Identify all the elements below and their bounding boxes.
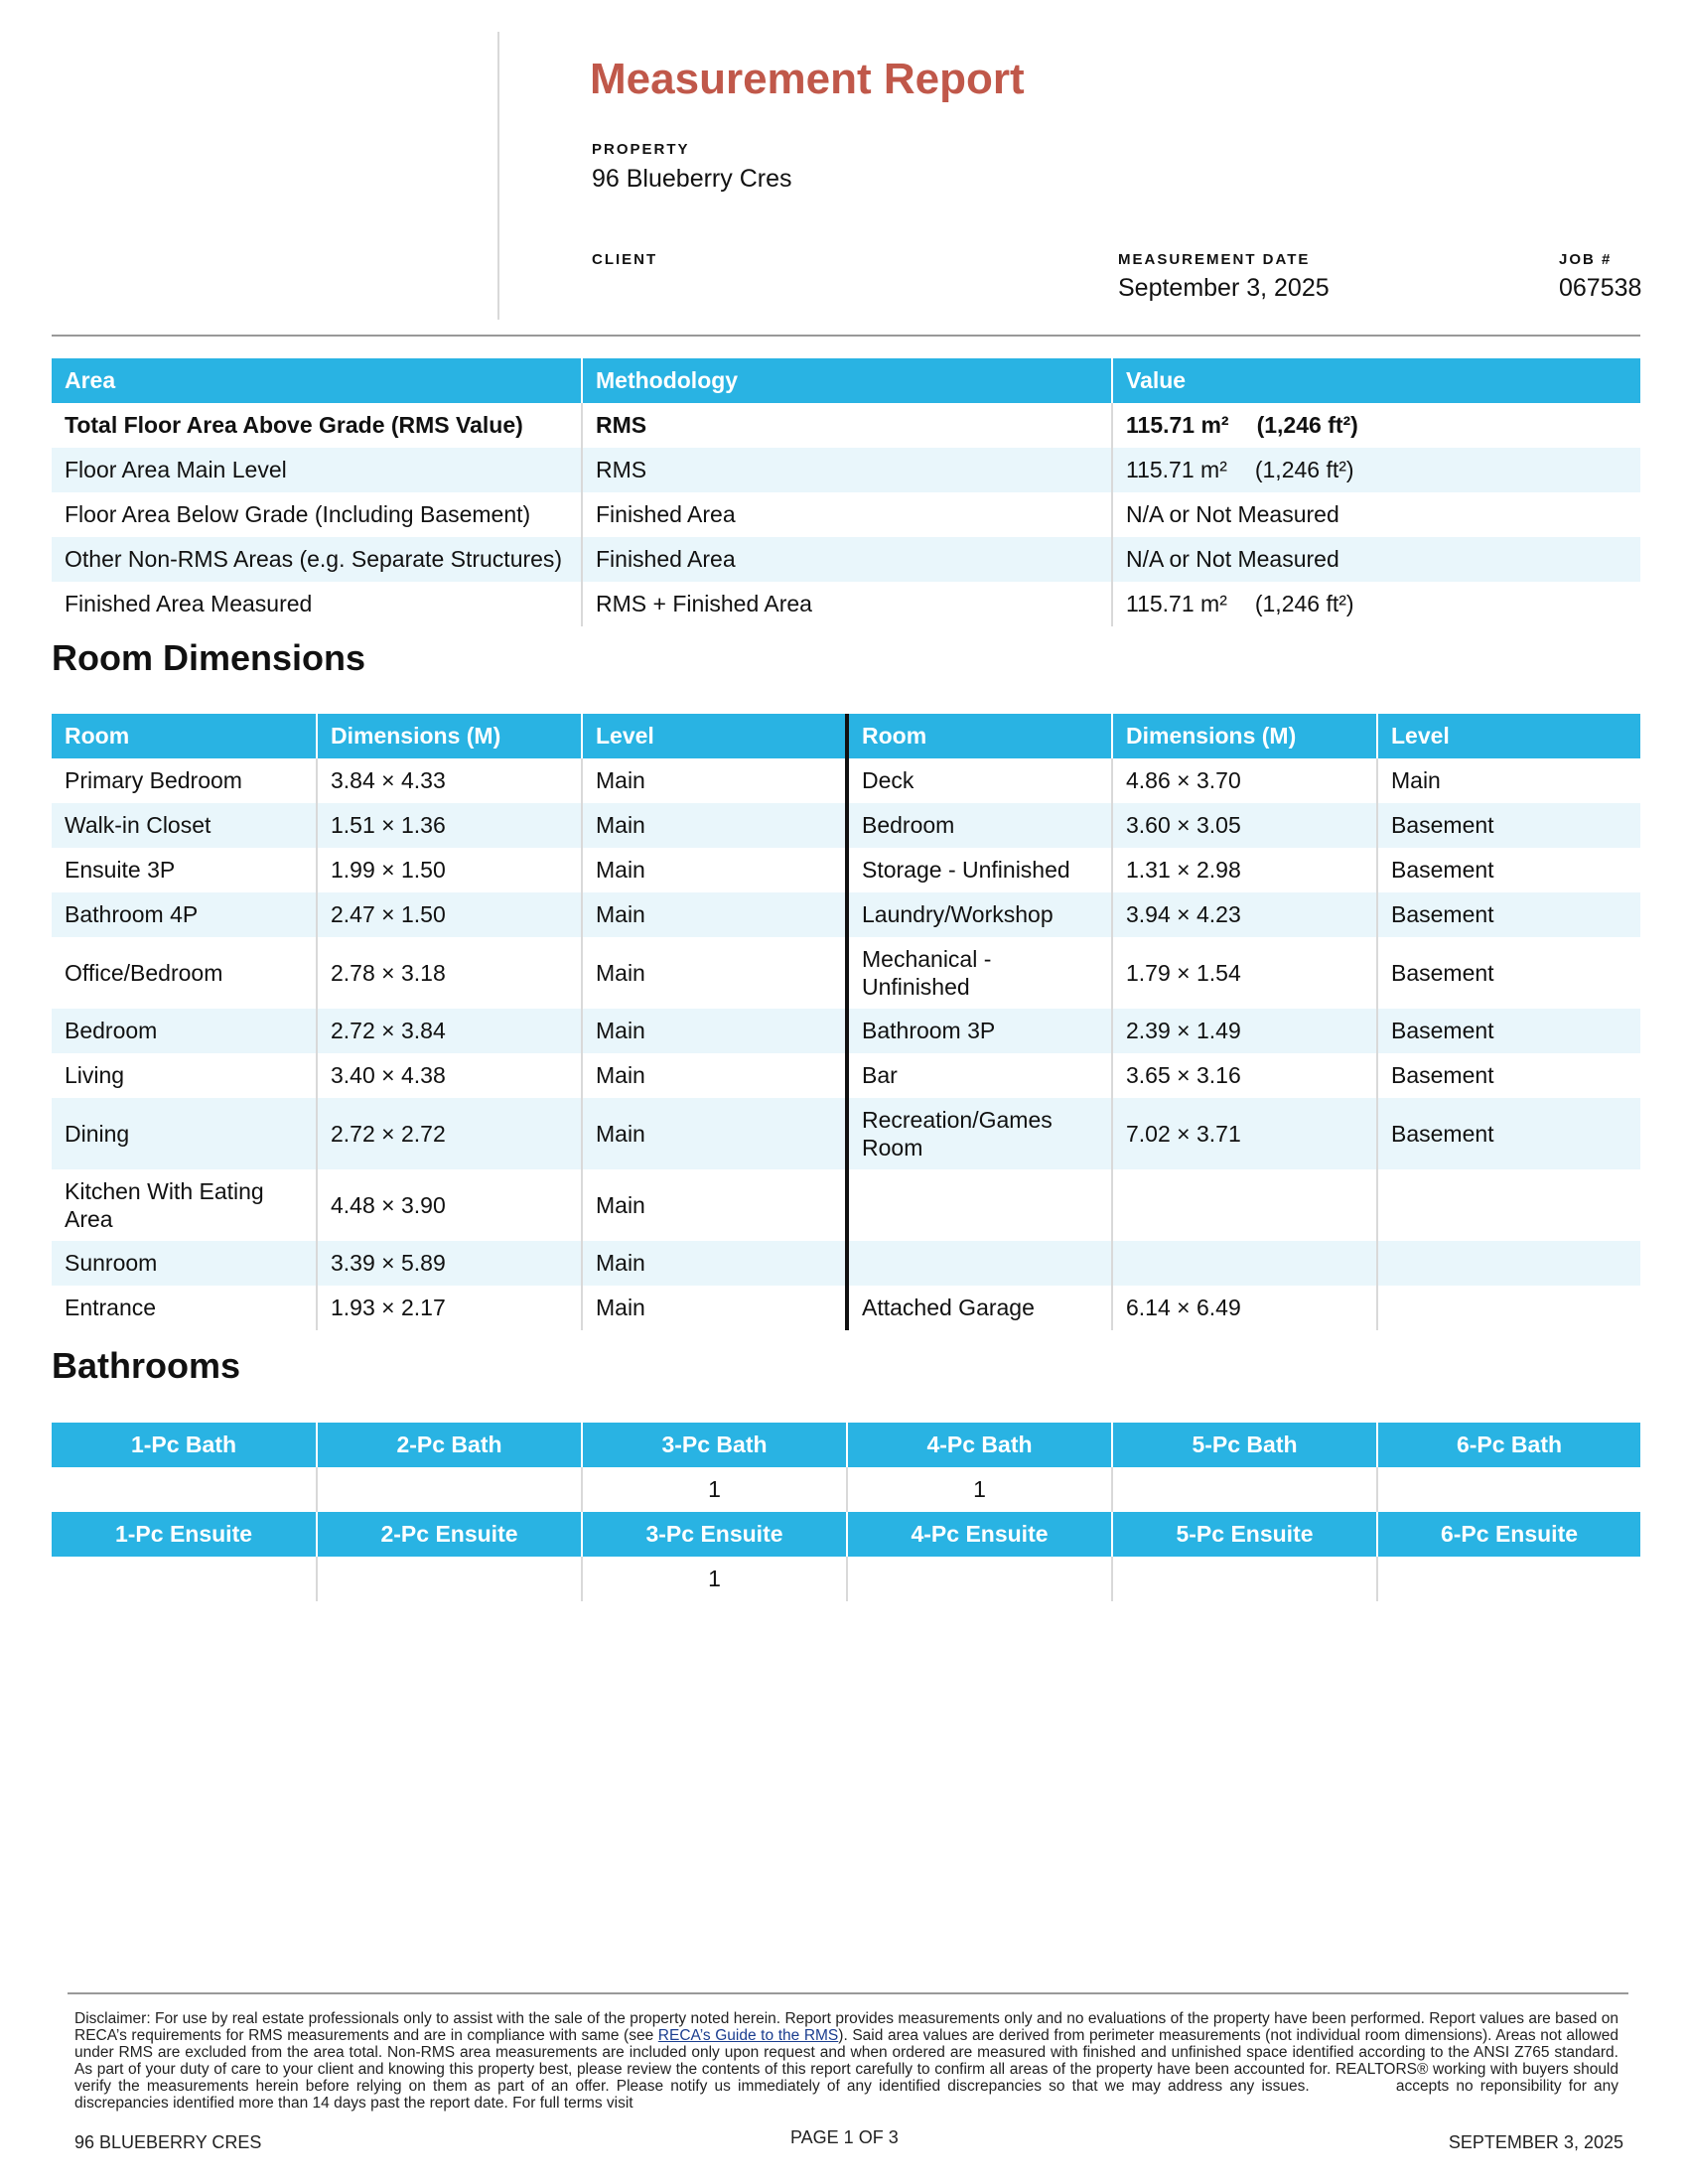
column-header: Dimensions (M) [1112, 714, 1377, 758]
room-cell: Primary Bedroom [65, 767, 242, 793]
ensuite-count: 1 [582, 1557, 847, 1601]
property-value: 96 Blueberry Cres [592, 165, 792, 193]
column-header: Room [847, 714, 1112, 758]
column-header: 3-Pc Bath [582, 1423, 847, 1467]
column-header: 5-Pc Bath [1112, 1423, 1377, 1467]
level-cell: Main [582, 1286, 847, 1330]
area-table [52, 358, 1640, 626]
dimensions-cell: 1.51 × 1.36 [317, 803, 582, 848]
dimensions-cell: 1.93 × 2.17 [317, 1286, 582, 1330]
column-header: Level [582, 714, 847, 758]
column-header: Room [52, 714, 317, 758]
bathrooms-title: Bathrooms [52, 1345, 241, 1386]
measurement-date-value: September 3, 2025 [1118, 274, 1330, 302]
ensuite-count [317, 1557, 582, 1601]
room-cell: Recreation/Games Room [847, 1098, 1112, 1169]
room-cell: Walk-in Closet [52, 803, 317, 848]
imperial-value: (1,246 ft²) [1256, 412, 1358, 438]
dimensions-cell: 3.65 × 3.16 [1112, 1053, 1377, 1098]
level-cell: Basement [1377, 848, 1640, 892]
disclaimer [74, 2010, 1618, 2112]
job-number-value: 067538 [1559, 274, 1642, 302]
column-header: Area [52, 358, 582, 403]
level-cell [1377, 1169, 1640, 1241]
header-divider [497, 32, 499, 320]
dimensions-cell: 6.14 × 6.49 [1112, 1286, 1377, 1330]
room-cell: Dining [52, 1098, 317, 1169]
room-cell: Bedroom [52, 1009, 317, 1053]
level-cell [1377, 1286, 1640, 1330]
level-cell: Main [582, 1169, 847, 1241]
disclaimer-text: Disclaimer: For use by real estate professionals only to assist with the sale of the property noted herein. Report provides measurements only and no evaluations of the property have been performed. Report values are based on RECA’s requirements for RMS measurements and are in compliance with same (see [74, 2010, 1618, 2044]
room-cell: Bathroom 3P [847, 1009, 1112, 1053]
bath-count [1112, 1467, 1377, 1512]
bath-count [1377, 1467, 1640, 1512]
bath-count: 1 [847, 1467, 1112, 1512]
table-row [52, 537, 1640, 582]
dimensions-cell: 2.78 × 3.18 [317, 937, 582, 1009]
table-row [52, 403, 1640, 448]
dimensions-cell [1112, 1169, 1377, 1241]
ensuite-count [1377, 1557, 1640, 1601]
column-header: Value [1112, 358, 1640, 403]
metric-value: 115.71 m² [1126, 591, 1227, 616]
room-cell: Bathroom 4P [52, 892, 317, 937]
metric-value: 115.71 m² [1126, 457, 1227, 482]
dimensions-cell: 2.39 × 1.49 [1112, 1009, 1377, 1053]
disclaimer-text-end: accepts no reponsibility for any discrepancies identified more than 14 days past the report date. For full terms visit [74, 2078, 1619, 2112]
room-cell: Attached Garage [847, 1286, 1112, 1330]
bath-header-row [52, 1423, 1640, 1467]
header-rule [52, 335, 1640, 337]
dimensions-cell: 2.47 × 1.50 [317, 892, 582, 937]
column-header: Dimensions (M) [317, 714, 582, 758]
level-cell: Main [582, 803, 847, 848]
method-cell: RMS [582, 403, 1112, 448]
dimensions-cell: 3.60 × 3.05 [1112, 803, 1377, 848]
level-cell: Main [582, 1053, 847, 1098]
dimensions-cell: 3.84 × 4.33 [317, 758, 582, 803]
area-cell: Floor Area Main Level [52, 448, 582, 492]
area-cell: Finished Area Measured [65, 591, 313, 616]
value-cell [1112, 492, 1640, 537]
disclaimer-text-cont: ). Said area values are derived from perimeter measurements (not individual room dimensions). Areas not allowed under RMS are excluded from the area total. Non-RMS area measurements are included only upon request and when ordered are measured with finished and unfinished space identified according to the ANSI Z765 standard. As part of your duty of care to your client and knowing this property best, please review the contents of this report carefully to confirm all areas of the property have been accounted for. REALTORS® working with buyers should verify the measurements herein before relying on them as part of an offer. Please notify us immediately of any identified discrepancies so that we may address any issues. [74, 2027, 1618, 2095]
column-header: 2-Pc Ensuite [317, 1512, 582, 1557]
level-cell: Main [582, 937, 847, 1009]
table-row [52, 848, 1640, 892]
method-cell: RMS + Finished Area [582, 582, 1112, 626]
table-row [52, 892, 1640, 937]
footer-page-number: PAGE 1 OF 3 [790, 2127, 899, 2147]
room-cell: Ensuite 3P [65, 857, 176, 883]
bath-count [52, 1467, 317, 1512]
level-cell: Basement [1377, 1098, 1640, 1169]
value-cell [1112, 403, 1640, 448]
area-cell: Floor Area Below Grade (Including Basement) [65, 501, 531, 527]
table-row [52, 448, 1640, 492]
metric-value: 115.71 m² [1126, 412, 1229, 438]
room-cell: Kitchen With Eating Area [65, 1178, 264, 1232]
table-row [52, 937, 1640, 1009]
room-dimensions-title: Room Dimensions [52, 637, 366, 678]
method-cell: RMS [582, 448, 1112, 492]
room-table-header [52, 714, 1640, 758]
column-header: 6-Pc Ensuite [1377, 1512, 1640, 1557]
client-label: CLIENT [592, 251, 658, 268]
level-cell: Basement [1377, 937, 1640, 1009]
area-cell: Total Floor Area Above Grade (RMS Value) [65, 412, 523, 438]
dimensions-cell: 2.72 × 3.84 [317, 1009, 582, 1053]
metric-value: N/A or Not Measured [1126, 501, 1339, 527]
room-cell [847, 1169, 1112, 1241]
level-cell: Basement [1377, 1053, 1640, 1098]
room-cell: Sunroom [52, 1241, 317, 1286]
bath-count [317, 1467, 582, 1512]
dimensions-cell: 1.31 × 2.98 [1112, 848, 1377, 892]
column-header: 1-Pc Ensuite [52, 1512, 317, 1557]
dimensions-cell: 3.94 × 4.23 [1112, 892, 1377, 937]
measurement-date-label: MEASUREMENT DATE [1118, 251, 1311, 268]
column-header: Level [1377, 714, 1640, 758]
column-header: 2-Pc Bath [317, 1423, 582, 1467]
bathrooms-table [52, 1423, 1640, 1601]
table-row [52, 1053, 1640, 1098]
footer-address: 96 BLUEBERRY CRES [74, 2132, 262, 2152]
area-cell: Other Non-RMS Areas (e.g. Separate Structures) [52, 537, 582, 582]
column-header: 6-Pc Bath [1377, 1423, 1640, 1467]
table-row [52, 492, 1640, 537]
method-cell: Finished Area [582, 537, 1112, 582]
room-cell: Living [65, 1062, 125, 1088]
value-cell [1112, 537, 1640, 582]
dimensions-cell: 4.48 × 3.90 [317, 1169, 582, 1241]
column-header: 5-Pc Ensuite [1112, 1512, 1377, 1557]
level-cell: Basement [1377, 1009, 1640, 1053]
column-header: 4-Pc Bath [847, 1423, 1112, 1467]
column-header: Methodology [582, 358, 1112, 403]
room-cell: Bedroom [847, 803, 1112, 848]
room-dimensions-table [52, 714, 1640, 1330]
method-cell: Finished Area [582, 492, 1112, 537]
dimensions-cell: 2.72 × 2.72 [317, 1098, 582, 1169]
level-cell: Main [582, 848, 847, 892]
dimensions-cell: 4.86 × 3.70 [1112, 758, 1377, 803]
table-row [52, 803, 1640, 848]
dimensions-cell [1112, 1241, 1377, 1286]
level-cell: Main [582, 892, 847, 937]
dimensions-cell: 1.99 × 1.50 [317, 848, 582, 892]
table-row [52, 758, 1640, 803]
area-table-header [52, 358, 1640, 403]
dimensions-cell: 7.02 × 3.71 [1112, 1098, 1377, 1169]
table-row [52, 1098, 1640, 1169]
report-title: Measurement Report [590, 55, 1025, 103]
room-cell [847, 1241, 1112, 1286]
dimensions-cell: 3.40 × 4.38 [317, 1053, 582, 1098]
bath-count-row [52, 1467, 1640, 1512]
level-cell: Basement [1377, 892, 1640, 937]
footer-date: SEPTEMBER 3, 2025 [1448, 2132, 1623, 2152]
level-cell [1377, 1241, 1640, 1286]
value-cell [1112, 448, 1640, 492]
level-cell: Main [582, 1241, 847, 1286]
column-header: 1-Pc Bath [52, 1423, 317, 1467]
ensuite-header-row [52, 1512, 1640, 1557]
room-cell: Office/Bedroom [65, 960, 223, 986]
room-cell: Bar [847, 1053, 1112, 1098]
ensuite-count-row [52, 1557, 1640, 1601]
bath-count: 1 [582, 1467, 847, 1512]
room-cell: Laundry/Workshop [847, 892, 1112, 937]
imperial-value: (1,246 ft²) [1254, 457, 1354, 482]
job-number-label: JOB # [1559, 251, 1613, 268]
ensuite-count [1112, 1557, 1377, 1601]
level-cell: Main [582, 1009, 847, 1053]
room-cell: Entrance [65, 1295, 157, 1320]
reca-guide-link[interactable]: RECA’s Guide to the RMS [657, 2027, 839, 2044]
ensuite-count [847, 1557, 1112, 1601]
metric-value: N/A or Not Measured [1126, 546, 1339, 572]
ensuite-count [52, 1557, 317, 1601]
table-row [52, 1241, 1640, 1286]
table-row [52, 1009, 1640, 1053]
property-label: PROPERTY [592, 141, 690, 158]
level-cell: Main [582, 758, 847, 803]
room-cell: Deck [847, 758, 1112, 803]
level-cell: Basement [1377, 803, 1640, 848]
room-cell: Mechanical - Unfinished [847, 937, 1112, 1009]
imperial-value: (1,246 ft²) [1254, 591, 1354, 616]
level-cell: Main [1377, 758, 1640, 803]
dimensions-cell: 1.79 × 1.54 [1112, 937, 1377, 1009]
value-cell [1112, 582, 1640, 626]
room-cell: Storage - Unfinished [847, 848, 1112, 892]
table-row [52, 582, 1640, 626]
column-header: 3-Pc Ensuite [582, 1512, 847, 1557]
level-cell: Main [582, 1098, 847, 1169]
column-header: 4-Pc Ensuite [847, 1512, 1112, 1557]
table-row [52, 1169, 1640, 1241]
table-row [52, 1286, 1640, 1330]
footer-rule [68, 1992, 1628, 1994]
dimensions-cell: 3.39 × 5.89 [317, 1241, 582, 1286]
